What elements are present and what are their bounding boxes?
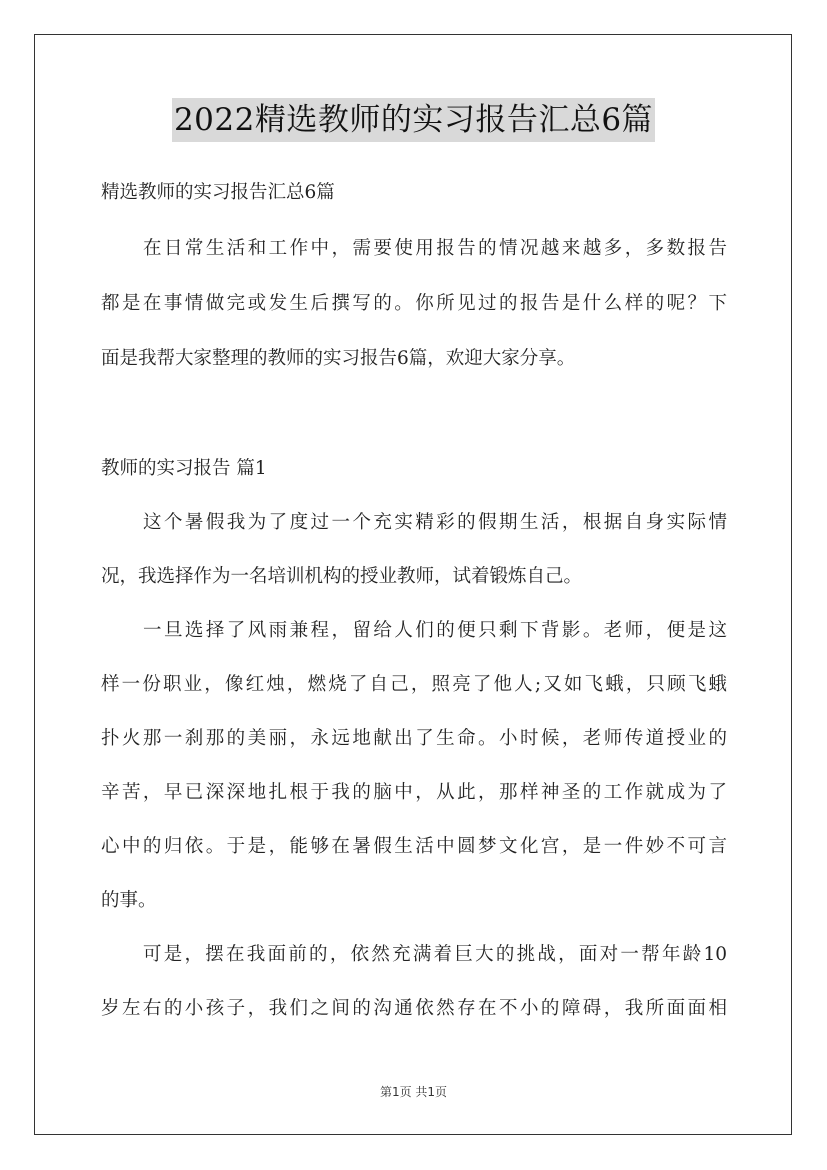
intro-line: 都是在事情做完或发生后撰写的。你所见过的报告是什么样的呢？下 bbox=[101, 293, 727, 314]
section-heading: 教师的实习报告 篇1 bbox=[101, 458, 267, 479]
paragraph-line: 岁左右的小孩子，我们之间的沟通依然存在不小的障碍，我所面面相 bbox=[101, 998, 727, 1019]
paragraph-line: 心中的归依。于是，能够在暑假生活中圆梦文化宫，是一件妙不可言 bbox=[101, 836, 727, 857]
paragraph-line: 样一份职业，像红烛，燃烧了自己，照亮了他人;又如飞蛾，只顾飞蛾 bbox=[101, 674, 727, 695]
paragraph-line: 扑火那一刹那的美丽，永远地献出了生命。小时候，老师传道授业的 bbox=[101, 728, 727, 749]
intro-line: 在日常生活和工作中，需要使用报告的情况越来越多，多数报告 bbox=[143, 238, 727, 259]
intro-line: 面是我帮大家整理的教师的实习报告6篇，欢迎大家分享。 bbox=[101, 348, 576, 369]
page-footer: 第1页 共1页 bbox=[379, 1085, 448, 1099]
paragraph-line: 辛苦，早已深深地扎根于我的脑中，从此，那样神圣的工作就成为了 bbox=[101, 782, 727, 803]
paragraph-line: 况，我选择作为一名培训机构的授业教师，试着锻炼自己。 bbox=[101, 566, 583, 587]
subtitle: 精选教师的实习报告汇总6篇 bbox=[101, 182, 335, 203]
title-container bbox=[0, 98, 827, 142]
document-title: 2022精选教师的实习报告汇总6篇 bbox=[172, 98, 655, 142]
paragraph-line: 这个暑假我为了度过一个充实精彩的假期生活，根据自身实际情 bbox=[143, 512, 727, 533]
paragraph-line: 一旦选择了风雨兼程，留给人们的便只剩下背影。老师，便是这 bbox=[143, 620, 727, 641]
paragraph-line: 的事。 bbox=[101, 890, 157, 911]
paragraph-line: 可是，摆在我面前的，依然充满着巨大的挑战，面对一帮年龄10 bbox=[143, 944, 727, 965]
